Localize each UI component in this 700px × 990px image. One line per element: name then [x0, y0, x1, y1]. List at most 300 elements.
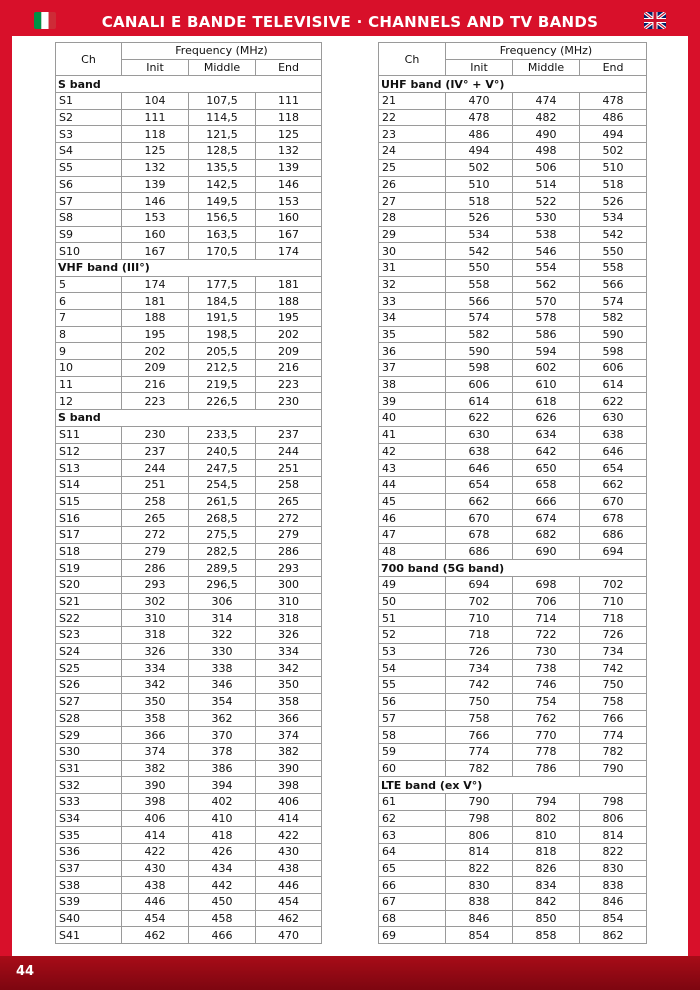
- init-freq-cell: 758: [446, 710, 513, 727]
- table-row: [379, 259, 647, 276]
- channel-cell: S37: [56, 860, 122, 877]
- middle-freq-cell: 570: [513, 293, 580, 310]
- init-freq-cell: 438: [122, 877, 189, 894]
- end-freq-cell: 265: [256, 493, 322, 510]
- table-row: [56, 693, 322, 710]
- middle-freq-cell: 322: [189, 627, 256, 644]
- table-row: [56, 760, 322, 777]
- end-freq-cell: 486: [580, 109, 647, 126]
- frequency-header: Frequency (MHz): [122, 43, 322, 60]
- middle-freq-cell: 346: [189, 677, 256, 694]
- table-row: [379, 510, 647, 527]
- init-freq-cell: 606: [446, 376, 513, 393]
- end-freq-cell: 718: [580, 610, 647, 627]
- middle-freq-cell: 191,5: [189, 310, 256, 327]
- init-freq-cell: 422: [122, 844, 189, 861]
- channel-cell: S21: [56, 593, 122, 610]
- end-freq-cell: 406: [256, 793, 322, 810]
- table-row: [56, 844, 322, 861]
- table-row: [56, 109, 322, 126]
- table-row: [379, 226, 647, 243]
- end-freq-cell: 454: [256, 894, 322, 911]
- init-freq-cell: 598: [446, 360, 513, 377]
- middle-freq-cell: 418: [189, 827, 256, 844]
- middle-freq-cell: 674: [513, 510, 580, 527]
- end-freq-cell: 438: [256, 860, 322, 877]
- end-freq-cell: 574: [580, 293, 647, 310]
- table-row: [379, 176, 647, 193]
- end-freq-cell: 188: [256, 293, 322, 310]
- band-header-row: [379, 76, 647, 93]
- middle-freq-cell: 247,5: [189, 460, 256, 477]
- channel-cell: S26: [56, 677, 122, 694]
- init-freq-cell: 654: [446, 476, 513, 493]
- table-row: [379, 209, 647, 226]
- middle-freq-cell: 706: [513, 593, 580, 610]
- channel-cell: 23: [379, 126, 446, 143]
- middle-freq-cell: 586: [513, 326, 580, 343]
- end-freq-cell: 139: [256, 159, 322, 176]
- middle-freq-cell: 506: [513, 159, 580, 176]
- init-freq-cell: 774: [446, 743, 513, 760]
- frequency-header: Frequency (MHz): [446, 43, 647, 60]
- end-freq-cell: 614: [580, 376, 647, 393]
- init-freq-cell: 160: [122, 226, 189, 243]
- init-freq-cell: 622: [446, 410, 513, 427]
- channel-cell: 68: [379, 910, 446, 927]
- middle-freq-cell: 482: [513, 109, 580, 126]
- table-row: [379, 476, 647, 493]
- table-row: [379, 93, 647, 110]
- band-label: LTE band (ex V°): [379, 777, 647, 794]
- table-row: [56, 827, 322, 844]
- table-row: [379, 793, 647, 810]
- init-freq-cell: 279: [122, 543, 189, 560]
- channel-cell: S28: [56, 710, 122, 727]
- end-freq-cell: 590: [580, 326, 647, 343]
- end-freq-cell: 230: [256, 393, 322, 410]
- init-freq-cell: 390: [122, 777, 189, 794]
- end-freq-cell: 272: [256, 510, 322, 527]
- middle-freq-cell: 135,5: [189, 159, 256, 176]
- middle-freq-cell: 156,5: [189, 209, 256, 226]
- end-freq-cell: 814: [580, 827, 647, 844]
- middle-freq-cell: 802: [513, 810, 580, 827]
- table-row: [379, 109, 647, 126]
- table-row: [56, 877, 322, 894]
- init-freq-cell: 822: [446, 860, 513, 877]
- channel-cell: 65: [379, 860, 446, 877]
- end-freq-cell: 710: [580, 593, 647, 610]
- init-freq-cell: 302: [122, 593, 189, 610]
- end-freq-cell: 181: [256, 276, 322, 293]
- middle-freq-cell: 370: [189, 727, 256, 744]
- channel-cell: 52: [379, 627, 446, 644]
- middle-freq-cell: 402: [189, 793, 256, 810]
- end-freq-cell: 334: [256, 643, 322, 660]
- table-row: [56, 93, 322, 110]
- init-freq-cell: 478: [446, 109, 513, 126]
- channel-cell: S36: [56, 844, 122, 861]
- channel-cell: S13: [56, 460, 122, 477]
- end-freq-cell: 510: [580, 159, 647, 176]
- channel-cell: 69: [379, 927, 446, 944]
- middle-freq-cell: 442: [189, 877, 256, 894]
- end-freq-cell: 854: [580, 910, 647, 927]
- channel-cell: 30: [379, 243, 446, 260]
- init-freq-cell: 694: [446, 577, 513, 594]
- table-row: [56, 276, 322, 293]
- middle-freq-cell: 426: [189, 844, 256, 861]
- end-freq-cell: 806: [580, 810, 647, 827]
- middle-freq-cell: 490: [513, 126, 580, 143]
- table-row: [56, 243, 322, 260]
- end-freq-cell: 534: [580, 209, 647, 226]
- end-freq-cell: 694: [580, 543, 647, 560]
- end-freq-cell: 160: [256, 209, 322, 226]
- channel-cell: S9: [56, 226, 122, 243]
- table-row: [379, 443, 647, 460]
- middle-freq-cell: 538: [513, 226, 580, 243]
- init-freq-cell: 223: [122, 393, 189, 410]
- middle-freq-cell: 522: [513, 193, 580, 210]
- init-freq-cell: 670: [446, 510, 513, 527]
- middle-freq-cell: 296,5: [189, 577, 256, 594]
- table-row: [379, 810, 647, 827]
- init-freq-cell: 374: [122, 743, 189, 760]
- channel-cell: S29: [56, 727, 122, 744]
- middle-freq-cell: 114,5: [189, 109, 256, 126]
- middle-freq-cell: 410: [189, 810, 256, 827]
- table-row: [379, 143, 647, 160]
- middle-freq-cell: 562: [513, 276, 580, 293]
- init-freq-cell: 265: [122, 510, 189, 527]
- middle-freq-cell: 754: [513, 693, 580, 710]
- channel-cell: S12: [56, 443, 122, 460]
- middle-freq-cell: 261,5: [189, 493, 256, 510]
- init-freq-cell: 382: [122, 760, 189, 777]
- middle-freq-cell: 330: [189, 643, 256, 660]
- middle-freq-cell: 354: [189, 693, 256, 710]
- middle-freq-cell: 714: [513, 610, 580, 627]
- table-row: [379, 393, 647, 410]
- table-row: [56, 560, 322, 577]
- channel-cell: 42: [379, 443, 446, 460]
- end-freq-cell: 118: [256, 109, 322, 126]
- end-column-header: End: [580, 59, 647, 76]
- init-freq-cell: 726: [446, 643, 513, 660]
- channel-cell: 51: [379, 610, 446, 627]
- table-row: [56, 143, 322, 160]
- channel-cell: 10: [56, 360, 122, 377]
- middle-freq-cell: 578: [513, 310, 580, 327]
- channel-cell: 66: [379, 877, 446, 894]
- end-column-header: End: [256, 59, 322, 76]
- channel-cell: 5: [56, 276, 122, 293]
- middle-freq-cell: 306: [189, 593, 256, 610]
- channel-cell: 38: [379, 376, 446, 393]
- channel-cell: 12: [56, 393, 122, 410]
- init-freq-cell: 590: [446, 343, 513, 360]
- init-freq-cell: 734: [446, 660, 513, 677]
- init-freq-cell: 750: [446, 693, 513, 710]
- end-freq-cell: 326: [256, 627, 322, 644]
- init-freq-cell: 153: [122, 209, 189, 226]
- end-freq-cell: 111: [256, 93, 322, 110]
- middle-freq-cell: 240,5: [189, 443, 256, 460]
- channel-cell: 40: [379, 410, 446, 427]
- channel-cell: 11: [56, 376, 122, 393]
- band-label: VHF band (III°): [56, 259, 322, 276]
- channel-cell: 8: [56, 326, 122, 343]
- middle-freq-cell: 275,5: [189, 526, 256, 543]
- end-freq-cell: 702: [580, 577, 647, 594]
- init-freq-cell: 334: [122, 660, 189, 677]
- end-freq-cell: 300: [256, 577, 322, 594]
- init-freq-cell: 662: [446, 493, 513, 510]
- table-row: [56, 126, 322, 143]
- init-freq-cell: 167: [122, 243, 189, 260]
- channel-cell: 39: [379, 393, 446, 410]
- end-freq-cell: 414: [256, 810, 322, 827]
- channel-cell: 35: [379, 326, 446, 343]
- init-freq-cell: 798: [446, 810, 513, 827]
- middle-freq-cell: 458: [189, 910, 256, 927]
- channel-cell: 48: [379, 543, 446, 560]
- end-freq-cell: 742: [580, 660, 647, 677]
- channel-cell: S41: [56, 927, 122, 944]
- middle-freq-cell: 642: [513, 443, 580, 460]
- channel-cell: 61: [379, 793, 446, 810]
- channel-cell: S30: [56, 743, 122, 760]
- end-freq-cell: 318: [256, 610, 322, 627]
- channel-cell: 41: [379, 426, 446, 443]
- init-freq-cell: 806: [446, 827, 513, 844]
- init-freq-cell: 174: [122, 276, 189, 293]
- channel-cell: 25: [379, 159, 446, 176]
- middle-freq-cell: 170,5: [189, 243, 256, 260]
- middle-freq-cell: 602: [513, 360, 580, 377]
- init-freq-cell: 414: [122, 827, 189, 844]
- end-freq-cell: 286: [256, 543, 322, 560]
- channel-cell: 36: [379, 343, 446, 360]
- band-header-row: [379, 560, 647, 577]
- init-freq-cell: 286: [122, 560, 189, 577]
- channel-cell: 32: [379, 276, 446, 293]
- table-row: [56, 510, 322, 527]
- middle-freq-cell: 378: [189, 743, 256, 760]
- init-freq-cell: 358: [122, 710, 189, 727]
- table-row: [379, 894, 647, 911]
- end-freq-cell: 132: [256, 143, 322, 160]
- table-row: [56, 310, 322, 327]
- end-freq-cell: 223: [256, 376, 322, 393]
- middle-freq-cell: 142,5: [189, 176, 256, 193]
- end-freq-cell: 202: [256, 326, 322, 343]
- table-row: [56, 727, 322, 744]
- init-freq-cell: 454: [122, 910, 189, 927]
- table-row: [379, 460, 647, 477]
- init-freq-cell: 830: [446, 877, 513, 894]
- middle-freq-cell: 818: [513, 844, 580, 861]
- channel-cell: S40: [56, 910, 122, 927]
- channel-cell: S16: [56, 510, 122, 527]
- init-freq-cell: 846: [446, 910, 513, 927]
- end-freq-cell: 822: [580, 844, 647, 861]
- end-freq-cell: 838: [580, 877, 647, 894]
- channel-cell: S22: [56, 610, 122, 627]
- init-freq-cell: 350: [122, 693, 189, 710]
- table-row: [379, 159, 647, 176]
- channel-cell: 7: [56, 310, 122, 327]
- init-freq-cell: 710: [446, 610, 513, 627]
- middle-freq-cell: 858: [513, 927, 580, 944]
- table-row: [56, 159, 322, 176]
- middle-freq-cell: 794: [513, 793, 580, 810]
- middle-freq-cell: 394: [189, 777, 256, 794]
- channel-cell: 22: [379, 109, 446, 126]
- band-label: S band: [56, 76, 322, 93]
- end-freq-cell: 862: [580, 927, 647, 944]
- channel-cell: 27: [379, 193, 446, 210]
- middle-freq-cell: 314: [189, 610, 256, 627]
- band-header-row: [56, 259, 322, 276]
- init-freq-cell: 502: [446, 159, 513, 176]
- ch-column-header: Ch: [379, 43, 446, 76]
- channel-cell: S3: [56, 126, 122, 143]
- table-row: [56, 677, 322, 694]
- init-freq-cell: 118: [122, 126, 189, 143]
- middle-freq-cell: 698: [513, 577, 580, 594]
- init-freq-cell: 854: [446, 927, 513, 944]
- end-freq-cell: 542: [580, 226, 647, 243]
- table-row: [379, 593, 647, 610]
- middle-freq-cell: 546: [513, 243, 580, 260]
- page-footer: [0, 956, 700, 990]
- middle-freq-cell: 474: [513, 93, 580, 110]
- end-freq-cell: 237: [256, 426, 322, 443]
- end-freq-cell: 310: [256, 593, 322, 610]
- end-freq-cell: 462: [256, 910, 322, 927]
- channel-cell: 28: [379, 209, 446, 226]
- init-freq-cell: 209: [122, 360, 189, 377]
- table-row: [56, 426, 322, 443]
- end-freq-cell: 734: [580, 643, 647, 660]
- channel-cell: S25: [56, 660, 122, 677]
- table-row: [56, 543, 322, 560]
- table-row: [379, 877, 647, 894]
- table-row: [379, 243, 647, 260]
- channel-cell: 49: [379, 577, 446, 594]
- init-freq-cell: 718: [446, 627, 513, 644]
- init-freq-cell: 462: [122, 927, 189, 944]
- middle-freq-cell: 289,5: [189, 560, 256, 577]
- table-row: [56, 293, 322, 310]
- end-freq-cell: 774: [580, 727, 647, 744]
- table-row: [379, 727, 647, 744]
- table-row: [379, 326, 647, 343]
- end-freq-cell: 638: [580, 426, 647, 443]
- init-freq-cell: 430: [122, 860, 189, 877]
- table-row: [379, 693, 647, 710]
- init-freq-cell: 132: [122, 159, 189, 176]
- middle-column-header: Middle: [189, 59, 256, 76]
- middle-freq-cell: 434: [189, 860, 256, 877]
- table-row: [379, 860, 647, 877]
- channel-cell: 62: [379, 810, 446, 827]
- table-row: [379, 627, 647, 644]
- middle-freq-cell: 219,5: [189, 376, 256, 393]
- channel-cell: S7: [56, 193, 122, 210]
- band-header-row: [379, 777, 647, 794]
- table-row: [379, 910, 647, 927]
- channel-cell: S33: [56, 793, 122, 810]
- channel-cell: 56: [379, 693, 446, 710]
- end-freq-cell: 750: [580, 677, 647, 694]
- init-freq-cell: 216: [122, 376, 189, 393]
- table-row: [56, 176, 322, 193]
- init-freq-cell: 686: [446, 543, 513, 560]
- middle-freq-cell: 233,5: [189, 426, 256, 443]
- init-freq-cell: 766: [446, 727, 513, 744]
- table-row: [56, 743, 322, 760]
- init-column-header: Init: [122, 59, 189, 76]
- table-row: [379, 360, 647, 377]
- channel-cell: S32: [56, 777, 122, 794]
- channel-cell: 9: [56, 343, 122, 360]
- channel-cell: 58: [379, 727, 446, 744]
- init-freq-cell: 406: [122, 810, 189, 827]
- channel-cell: S11: [56, 426, 122, 443]
- channel-cell: S17: [56, 526, 122, 543]
- channel-cell: S2: [56, 109, 122, 126]
- middle-freq-cell: 842: [513, 894, 580, 911]
- end-freq-cell: 550: [580, 243, 647, 260]
- end-freq-cell: 382: [256, 743, 322, 760]
- table-row: [379, 577, 647, 594]
- table-row: [379, 293, 647, 310]
- table-row: [379, 343, 647, 360]
- end-freq-cell: 782: [580, 743, 647, 760]
- table-row: [379, 743, 647, 760]
- channel-cell: 54: [379, 660, 446, 677]
- band-label: S band: [56, 410, 322, 427]
- channel-table-right: [378, 42, 647, 944]
- middle-freq-cell: 738: [513, 660, 580, 677]
- channel-cell: 24: [379, 143, 446, 160]
- end-freq-cell: 518: [580, 176, 647, 193]
- channel-cell: S6: [56, 176, 122, 193]
- end-freq-cell: 258: [256, 476, 322, 493]
- channel-cell: S27: [56, 693, 122, 710]
- end-freq-cell: 566: [580, 276, 647, 293]
- end-freq-cell: 622: [580, 393, 647, 410]
- channel-cell: S31: [56, 760, 122, 777]
- end-freq-cell: 846: [580, 894, 647, 911]
- middle-freq-cell: 850: [513, 910, 580, 927]
- table-row: [56, 610, 322, 627]
- table-row: [379, 410, 647, 427]
- table-row: [56, 593, 322, 610]
- channel-cell: S39: [56, 894, 122, 911]
- middle-freq-cell: 746: [513, 677, 580, 694]
- table-row: [379, 193, 647, 210]
- middle-freq-cell: 198,5: [189, 326, 256, 343]
- table-row: [56, 376, 322, 393]
- channel-cell: 50: [379, 593, 446, 610]
- init-freq-cell: 181: [122, 293, 189, 310]
- init-freq-cell: 251: [122, 476, 189, 493]
